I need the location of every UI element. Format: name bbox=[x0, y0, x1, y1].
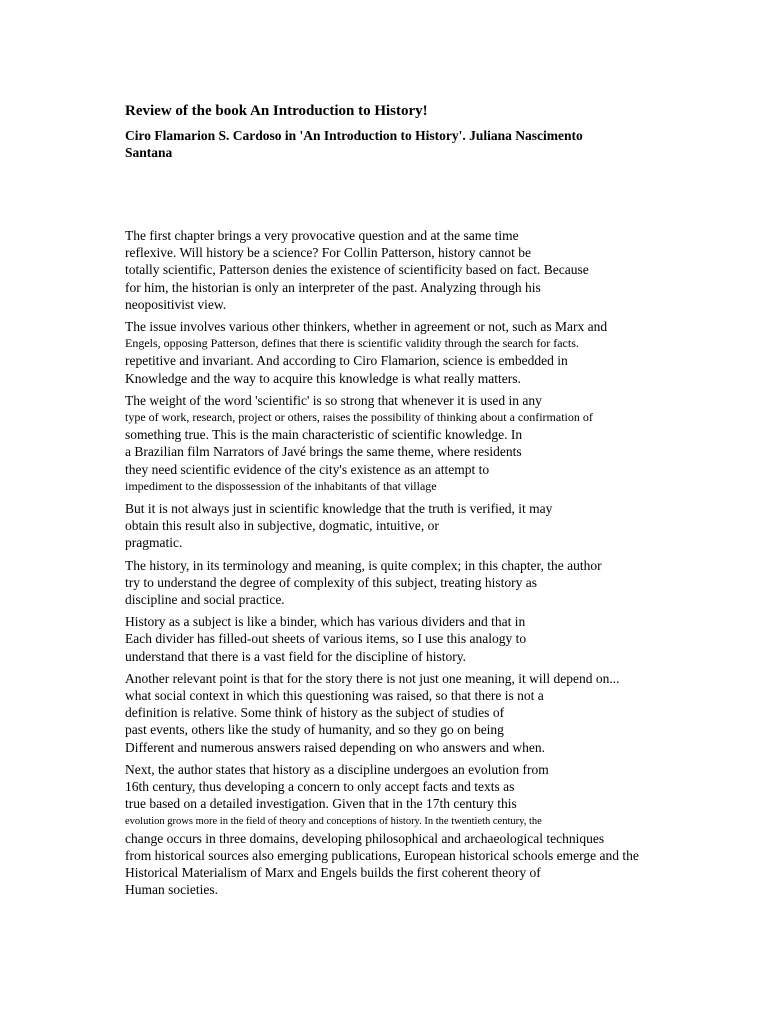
paragraph bbox=[125, 227, 705, 313]
document-body bbox=[125, 227, 705, 899]
text-line: Each divider has filled-out sheets of various items, so I use this analogy to bbox=[125, 631, 527, 647]
subtitle-line: Santana bbox=[125, 145, 173, 160]
text-line: try to understand the degree of complexity of this subject, treating history as bbox=[125, 574, 538, 590]
text-line: The weight of the word 'scientific' is so strong that whenever it is used in any bbox=[125, 392, 542, 408]
text-line: The issue involves various other thinkers, whether in agreement or not, such as Marx and bbox=[125, 319, 608, 335]
text-line: obtain this result also in subjective, dogmatic, intuitive, or bbox=[125, 518, 439, 534]
text-line: neopositivist view. bbox=[125, 296, 227, 312]
paragraph bbox=[125, 500, 705, 552]
paragraph bbox=[125, 557, 705, 609]
text-line: change occurs in three domains, developing philosophical and archaeological techniques bbox=[125, 830, 605, 846]
text-line: totally scientific, Patterson denies the existence of scientificity based on fact. Because bbox=[125, 262, 589, 278]
text-line: pragmatic. bbox=[125, 535, 183, 551]
text-line: Another relevant point is that for the story there is not just one meaning, it will depend on... bbox=[125, 670, 620, 686]
text-line: Knowledge and the way to acquire this knowledge is what really matters. bbox=[125, 370, 521, 386]
text-line: a Brazilian film Narrators of Javé brings the same theme, where residents bbox=[125, 444, 522, 460]
text-line: Engels, opposing Patterson, defines that there is scientific validity through the search for facts. bbox=[125, 336, 579, 351]
text-line: Next, the author states that history as a discipline undergoes an evolution from bbox=[125, 761, 549, 777]
text-line: The first chapter brings a very provocative question and at the same time bbox=[125, 228, 519, 243]
text-line: something true. This is the main characteristic of scientific knowledge. In bbox=[125, 427, 523, 443]
text-line: type of work, research, project or others, raises the possibility of thinking about a confirmation of bbox=[125, 410, 593, 425]
text-line: 16th century, thus developing a concern to only accept facts and texts as bbox=[125, 779, 515, 795]
document-page bbox=[125, 102, 705, 904]
text-line: definition is relative. Some think of history as the subject of studies of bbox=[125, 705, 505, 721]
text-line: true based on a detailed investigation. Given that in the 17th century this bbox=[125, 796, 517, 812]
text-line: for him, the historian is only an interpreter of the past. Analyzing through his bbox=[125, 279, 541, 295]
text-line: Human societies. bbox=[125, 882, 218, 898]
text-line: they need scientific evidence of the city's existence as an attempt to bbox=[125, 461, 490, 477]
text-line: repetitive and invariant. And according to Ciro Flamarion, science is embedded in bbox=[125, 353, 568, 369]
subtitle-line: Ciro Flamarion S. Cardoso in 'An Introduction to History'. Juliana Nascimento bbox=[125, 128, 583, 143]
paragraph bbox=[125, 392, 705, 495]
text-line: evolution grows more in the field of theory and conceptions of history. In the twentieth century, the bbox=[125, 815, 542, 827]
text-line: Different and numerous answers raised depending on who answers and when. bbox=[125, 739, 546, 755]
document-title: Review of the book An Introduction to History! bbox=[125, 103, 428, 119]
text-line: reflexive. Will history be a science? For Collin Patterson, history cannot be bbox=[125, 245, 531, 261]
paragraph bbox=[125, 613, 705, 665]
text-line: understand that there is a vast field for the discipline of history. bbox=[125, 648, 467, 664]
paragraph bbox=[125, 670, 705, 756]
text-line: History as a subject is like a binder, which has various dividers and that in bbox=[125, 614, 526, 630]
text-line: The history, in its terminology and meaning, is quite complex; in this chapter, the author bbox=[125, 557, 602, 573]
paragraph bbox=[125, 318, 705, 387]
text-line: from historical sources also emerging publications, European historical schools emerge and the bbox=[125, 847, 639, 863]
text-line: past events, others like the study of humanity, and so they go on being bbox=[125, 722, 504, 738]
text-line: Historical Materialism of Marx and Engels builds the first coherent theory of bbox=[125, 865, 541, 881]
text-line: what social context in which this questioning was raised, so that there is not a bbox=[125, 688, 544, 704]
text-line: impediment to the dispossession of the inhabitants of that village bbox=[125, 478, 437, 493]
text-line: But it is not always just in scientific knowledge that the truth is verified, it may bbox=[125, 501, 553, 517]
paragraph bbox=[125, 761, 705, 899]
text-line: discipline and social practice. bbox=[125, 592, 285, 608]
document-subtitle bbox=[125, 127, 705, 161]
